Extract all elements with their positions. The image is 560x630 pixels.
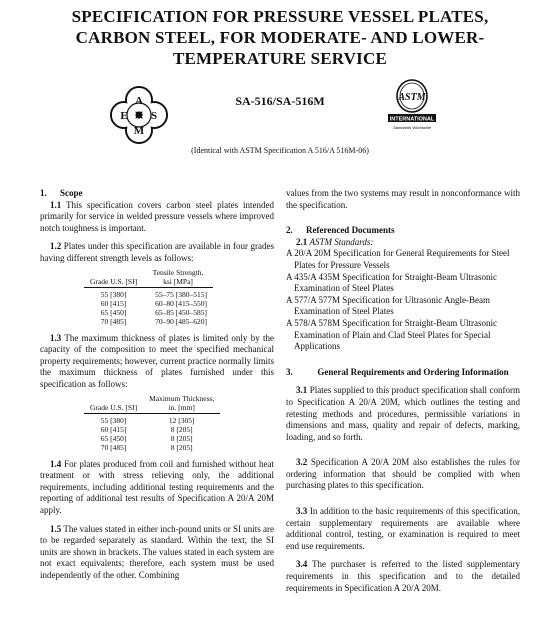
logo-letter: S: [150, 110, 158, 122]
paragraph-number: 3.1: [296, 385, 308, 396]
paragraph-text: This specification covers carbon steel plates intended primarily for service in welded pressure vessels where improved notch toughness is important.: [40, 199, 274, 233]
section-number: 2.: [286, 225, 293, 236]
section-title: General Requirements and Ordering Information: [317, 366, 509, 377]
section-number: 3.: [286, 366, 293, 377]
table-row: 55 [380] 55–75 [380–515]: [100, 289, 207, 299]
paragraph: [40, 241, 274, 264]
table-header: Tensile Strength, ksi [MPa]: [143, 268, 213, 288]
paragraph-number: 1.4: [50, 458, 62, 469]
paragraph-number: 1.1: [50, 199, 62, 210]
title-line: TEMPERATURE SERVICE: [172, 49, 387, 68]
paragraph-continuation: values from the two systems may result in nonconformance with the specification.: [286, 188, 520, 210]
logo-letter: A: [135, 95, 143, 107]
paragraph-number: 3.3: [296, 506, 308, 517]
paragraph: [40, 333, 274, 391]
paragraph-number: 1.2: [50, 241, 62, 252]
reference-item: A 20/A 20M Specification for General Requirements for Steel Plates for Pressure Vessels: [286, 248, 510, 270]
table-header: Maximum Thickness, in. [mm]: [143, 394, 220, 414]
reference-item: A 435/A 435M Specification for Straight-Beam Ultrasonic Examination of Steel Plates: [286, 271, 497, 294]
subsection-title: ASTM Standards:: [309, 236, 374, 247]
astm-tagline: Standards Worldwide: [392, 125, 432, 130]
astm-band-text: INTERNATIONAL: [389, 116, 435, 123]
table-row: 55 [380] 12 [305]: [100, 415, 195, 425]
logo-letter: M: [133, 125, 145, 137]
table-row: 65 [450] 8 [205]: [100, 433, 193, 443]
astm-mark: ASTM: [398, 92, 426, 103]
table-header: Grade U.S. [SI]: [84, 394, 143, 414]
section-heading: [286, 367, 520, 379]
logo-letter: E: [120, 110, 128, 122]
table-row: 60 [415] 60–80 [415–550]: [100, 298, 207, 308]
paragraph-number: 1.5: [50, 523, 62, 534]
document-title: [0, 6, 560, 69]
left-column: [40, 188, 274, 581]
paragraph-text: The purchaser is referred to the listed supplementary requirements in this specification and to the detailed requirements in Specification A 20/A 20M.: [286, 559, 520, 593]
paragraph-text: Plates under this specification are available in four grades having different strength levels as follows:: [40, 241, 274, 263]
paragraph-text: For plates produced from coil and furnished without heat treatment or with stress relieving only, the additional requirements, including additional testing requirements and the reporting of additional test results of Specification A 20/A 20M apply.: [40, 458, 274, 515]
title-line: CARBON STEEL, FOR MODERATE- AND LOWER-: [75, 28, 485, 47]
paragraph-text: Plates supplied to this product specification shall conform to Specification A 20/A 20M, which outlines the testing and retesting methods and procedures, permissible variations in dimensions and mass, quality and repair of defects, marking, loading, and so forth.: [286, 385, 521, 442]
paragraph-text: The values stated in either inch-pound units or SI units are to be regarded separately as standard. Within the text, the SI units are shown in brackets. The values stated in each system are not exact equivalents; therefore, each system must be used independently of the other. Combining: [40, 523, 274, 580]
table-header: Grade U.S. [SI]: [84, 268, 143, 288]
section-number: 1.: [40, 188, 47, 198]
paragraph: [40, 524, 274, 582]
paragraph-text: In addition to the basic requirements of this specification, certain supplementary requirements are available where additional control, testing, or examination is required to meet end use requirements.: [286, 506, 520, 551]
max-thickness-table: [84, 394, 220, 452]
section-title: Referenced Documents: [306, 225, 395, 236]
paragraph: [286, 385, 520, 443]
paragraph: [40, 200, 274, 235]
right-column: [286, 188, 520, 594]
paragraph: [40, 459, 274, 517]
paragraph-number: 3.2: [296, 457, 308, 468]
section-title: Scope: [60, 188, 83, 198]
designation: SA-516/SA-516M: [235, 94, 325, 108]
paragraph: [286, 559, 520, 594]
section-heading: [40, 188, 274, 200]
identical-note: (Identical with ASTM Specification A 516/A 516M-06): [191, 146, 369, 155]
section-heading: [286, 225, 520, 237]
paragraph: [286, 506, 520, 552]
paragraph-number: 1.3: [50, 332, 62, 343]
title-line: SPECIFICATION FOR PRESSURE VESSEL PLATES,: [71, 7, 489, 26]
reference-item: A 577/A 577M Specification for Ultrasonic Angle-Beam Examination of Steel Plates: [286, 294, 490, 317]
table-row: 70 [485] 8 [205]: [100, 442, 193, 452]
paragraph: [286, 457, 520, 492]
reference-item: A 578/A 578M Specification for Straight-Beam Ultrasonic Examination of Plain and Clad Steel Plates for Special Applications: [286, 317, 497, 352]
table-row: 65 [450] 65–85 [450–585]: [100, 307, 207, 317]
paragraph-number: 2.1: [296, 236, 308, 247]
astm-logo: [384, 78, 440, 140]
paragraph-text: The maximum thickness of plates is limited only by the capacity of the composition to meet the specified mechanical property requirements; however, current practice normally limits the maximum thickness of plates furnished under this specification as follows:: [40, 332, 274, 389]
paragraph-text: Specification A 20/A 20M also establishes the rules for ordering information that should be complied with when purchasing plates to this specification.: [286, 457, 520, 491]
tensile-strength-table: [84, 268, 213, 326]
subsection-heading: [286, 237, 520, 249]
table-row: 70 [485] 70–90 [485–620]: [100, 316, 207, 326]
paragraph-number: 3.4: [296, 559, 308, 570]
table-row: 60 [415] 8 [205]: [100, 424, 193, 434]
